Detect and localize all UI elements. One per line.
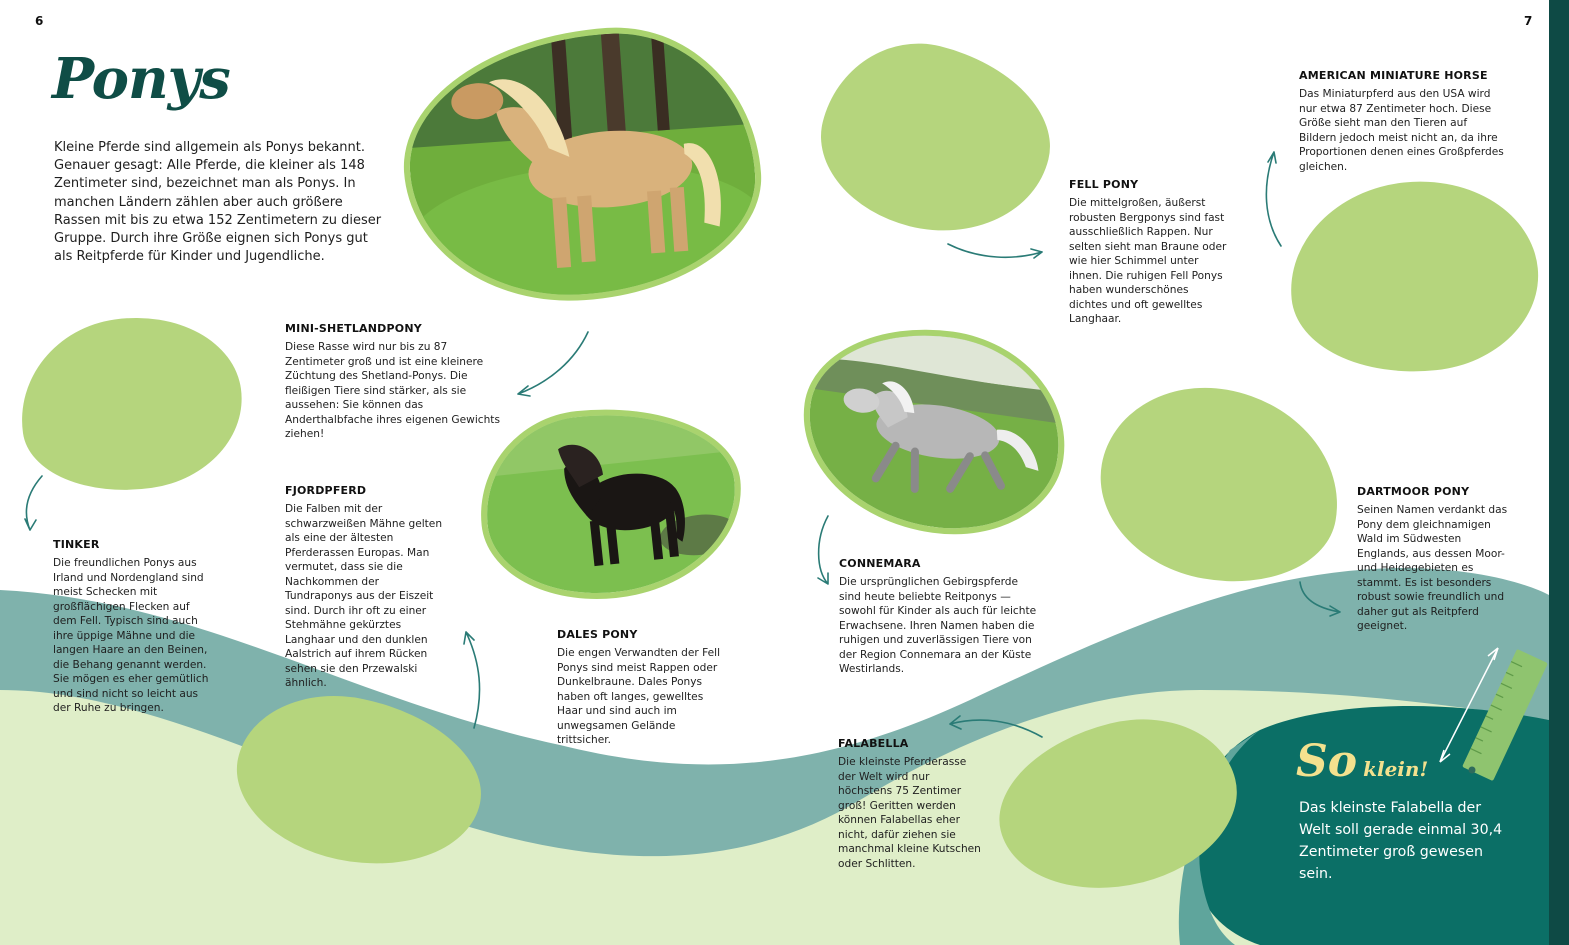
so-klein-title-small: klein! — [1363, 757, 1429, 781]
page-number-left: 6 — [35, 14, 44, 28]
intro-paragraph: Kleine Pferde sind allgemein als Ponys bekannt. Genauer gesagt: Alle Pferde, die kleiner als 148 Zentimeter sind, bezeichnet man als Ponys. In manchen Ländern zählen aber auch größere Rassen mit bis zu etwa 152 Zentimetern zu dieser Gruppe. Durch ihre Größe eignen sich Ponys gut als Reitpferde für Kinder und Jugendliche. — [54, 140, 382, 265]
entry-text: Die mittelgroßen, äußerst robusten Bergponys sind fast ausschließlich Rappen. Nur selten sieht man Braune oder wie hier Schimmel unter ihnen. Die ruhigen Fell Ponys haben wunderschönes dichtes und oft gewelltes Langhaar. — [1069, 197, 1227, 325]
entry-title: DALES PONY — [557, 628, 638, 641]
entry-title: CONNEMARA — [839, 557, 921, 570]
entry-title: FALABELLA — [838, 737, 909, 750]
entry-fjordpferd — [285, 484, 445, 691]
entry-connemara — [839, 557, 1039, 677]
entry-title: MINI-SHETLANDPONY — [285, 322, 422, 335]
so-klein-text: Das kleinste Falabella der Welt soll gerade einmal 30,4 Zentimeter groß gewesen sein. — [1299, 800, 1503, 882]
entry-dartmoor-pony — [1357, 485, 1512, 634]
entry-text: Das Miniaturpferd aus den USA wird nur etwa 87 Zentimeter hoch. Diese Größe sieht man den Tieren auf Bildern jedoch meist nicht an, da ihre Proportionen denen eines Großpferdes gleichen. — [1299, 88, 1504, 173]
entry-falabella — [838, 737, 984, 871]
entry-tinker — [53, 538, 209, 716]
entry-text: Seinen Namen verdankt das Pony dem gleichnamigen Wald im Südwesten Englands, aus dessen Moor- und Heidegebieten es stammt. Es ist besonders robust sowie freundlich und daher gut als Reitpferd geeignet. — [1357, 504, 1508, 632]
entry-american-miniature-horse — [1299, 69, 1505, 174]
entry-text: Die ursprünglichen Gebirgspferde sind heute beliebte Reitponys — sowohl für Kinder als auch für leichte Erwachsene. Ihren Namen haben die ruhigen und zuverlässigen Tiere von der Region Connemara an der Küste Westirlands. — [839, 576, 1037, 675]
entry-text: Die freundlichen Ponys aus Irland und Nordengland sind meist Schecken mit großflächigen Flecken auf dem Fell. Typisch sind auch ihre üppige Mähne und die langen Haare an den Beinen, die Behang genannt werden. Sie mögen es eher gemütlich und sind nicht so leicht aus der Ruhe zu bringen. — [53, 557, 209, 714]
entry-mini-shetland — [285, 322, 503, 442]
entry-title: AMERICAN MINIATURE HORSE — [1299, 69, 1488, 82]
entry-title: TINKER — [53, 538, 100, 551]
entry-text: Diese Rasse wird nur bis zu 87 Zentimeter groß und ist eine kleinere Züchtung des Shetland-Ponys. Die fleißigen Tiere sind stärker, als sie aussehen: Sie können das Anderthalbfache ihres eigenen Gewichts ziehen! — [285, 341, 500, 440]
entry-fell-pony — [1069, 178, 1229, 327]
entry-title: FJORDPFERD — [285, 484, 367, 497]
entry-dales-pony — [557, 628, 725, 748]
page-number-right: 7 — [1524, 14, 1533, 28]
so-klein-heading — [1296, 736, 1428, 787]
so-klein-title-big: So — [1296, 736, 1358, 787]
entry-text: Die Falben mit der schwarzweißen Mähne gelten als eine der ältesten Pferderassen Europas. Man vermutet, dass sie die Nachkommen der Tundraponys aus der Eiszeit sind. Durch ihr oft zu einer Stehmähne gekürztes Langhaar und den dunklen Aalstrich auf ihrem Rücken sehen sie den Przewalski ähnlich. — [285, 503, 443, 689]
entry-title: FELL PONY — [1069, 178, 1139, 191]
entry-title: DARTMOOR PONY — [1357, 485, 1470, 498]
entry-text: Die kleinste Pferderasse der Welt wird nur höchstens 75 Zentimer groß! Geritten werden können Falabellas eher nicht, dafür ziehen sie manchmal kleine Kutschen oder Schlitten. — [838, 756, 981, 870]
entry-text: Die engen Verwandten der Fell Ponys sind meist Rappen oder Dunkelbraune. Dales Ponys haben oft langes, gewelltes Haar und sind auch im unwegsamen Gelände trittsicher. — [557, 647, 721, 746]
page-title: Ponys — [52, 46, 230, 112]
spine-edge — [1549, 0, 1569, 945]
